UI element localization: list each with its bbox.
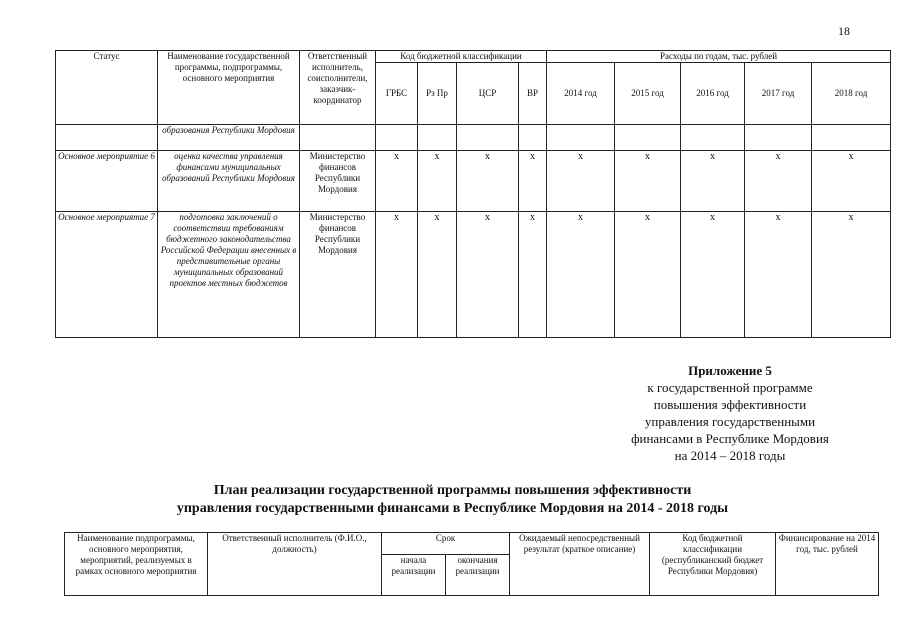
mark-cell: х: [615, 151, 681, 212]
header-expenses-group: Расходы по годам, тыс. рублей: [547, 51, 891, 63]
plan-header-responsible: Ответственный исполнитель (Ф.И.О., должность): [208, 533, 382, 596]
appendix-line: к государственной программе: [647, 380, 813, 395]
mark-cell: х: [457, 212, 519, 338]
plan-title: [100, 482, 805, 518]
plan-header-financing: Финансирование на 2014 год, тыс. рублей: [776, 533, 879, 596]
plan-title-line: План реализации государственной программы повышения эффективности: [213, 483, 692, 498]
row-name-cell: оценка качества управления финансами муниципальных образований Республики Мордовия: [158, 151, 300, 212]
header-vr: ВР: [519, 63, 547, 125]
mark-cell: х: [812, 212, 891, 338]
row-status-cell: Основное мероприятие 7: [56, 212, 158, 338]
mark-cell: х: [745, 151, 812, 212]
header-budget-code-group: Код бюджетной классификации: [376, 51, 547, 63]
plan-header-result: Ожидаемый непосредственный результат (краткое описание): [510, 533, 650, 596]
mark-cell: х: [519, 212, 547, 338]
header-csr: ЦСР: [457, 63, 519, 125]
continuation-name-cell: образования Республики Мордовия: [158, 125, 300, 151]
plan-title-line: управления государственными финансами в Республике Мордовия на 2014 - 2018 годы: [176, 501, 729, 516]
budget-table: [55, 50, 891, 338]
mark-cell: х: [547, 212, 615, 338]
header-year-2014: 2014 год: [547, 63, 615, 125]
header-year-2018: 2018 год: [812, 63, 891, 125]
row-name-cell: подготовка заключений о соответствии требованиям бюджетного законодательства Российской Федерации внесенных в представительные органы муниципальных образований проектов местных бюджетов: [158, 212, 300, 338]
mark-cell: х: [376, 212, 418, 338]
appendix-line: финансами в Республике Мордовия: [631, 431, 829, 446]
table-row: [56, 212, 891, 338]
header-rzpr: Рз Пр: [418, 63, 457, 125]
header-grbs: ГРБС: [376, 63, 418, 125]
mark-cell: х: [681, 212, 745, 338]
mark-cell: х: [418, 151, 457, 212]
table-row-continuation: [56, 125, 891, 151]
plan-header-term: Срок: [382, 533, 510, 555]
appendix-line: повышения эффективности: [653, 397, 807, 412]
mark-cell: х: [519, 151, 547, 212]
plan-header-name: Наименование подпрограммы, основного мероприятия, мероприятий, реализуемых в рамках основного мероприятия: [65, 533, 208, 596]
plan-header-term-start: начала реализации: [382, 554, 446, 595]
mark-cell: х: [745, 212, 812, 338]
mark-cell: х: [681, 151, 745, 212]
cell-empty: [300, 125, 376, 151]
appendix-line: управления государственными: [644, 414, 816, 429]
plan-header-term-end: окончания реализации: [446, 554, 510, 595]
cell-empty: [56, 125, 158, 151]
header-responsible: Ответственный исполнитель, соисполнители, заказчик-координатор: [300, 51, 376, 125]
appendix-title: Приложение 5: [688, 363, 772, 378]
plan-table: [64, 532, 879, 596]
header-year-2017: 2017 год: [745, 63, 812, 125]
mark-cell: х: [376, 151, 418, 212]
mark-cell: х: [812, 151, 891, 212]
mark-cell: х: [615, 212, 681, 338]
mark-cell: х: [418, 212, 457, 338]
table-row: [56, 151, 891, 212]
row-responsible-cell: Министерство финансов Республики Мордовия: [300, 212, 376, 338]
mark-cell: х: [547, 151, 615, 212]
mark-cell: х: [457, 151, 519, 212]
appendix-block: [600, 362, 860, 464]
appendix-line: на 2014 – 2018 годы: [674, 448, 786, 463]
row-status-cell: Основное мероприятие 6: [56, 151, 158, 212]
plan-header-budget-code: Код бюджетной классификации (республиканский бюджет Республики Мордовия): [650, 533, 776, 596]
row-responsible-cell: Министерство финансов Республики Мордовия: [300, 151, 376, 212]
header-status: Статус: [56, 51, 158, 125]
header-program-name: Наименование государственной программы, подпрограммы, основного мероприятия: [158, 51, 300, 125]
page-number: 18: [838, 24, 850, 38]
header-year-2016: 2016 год: [681, 63, 745, 125]
header-year-2015: 2015 год: [615, 63, 681, 125]
